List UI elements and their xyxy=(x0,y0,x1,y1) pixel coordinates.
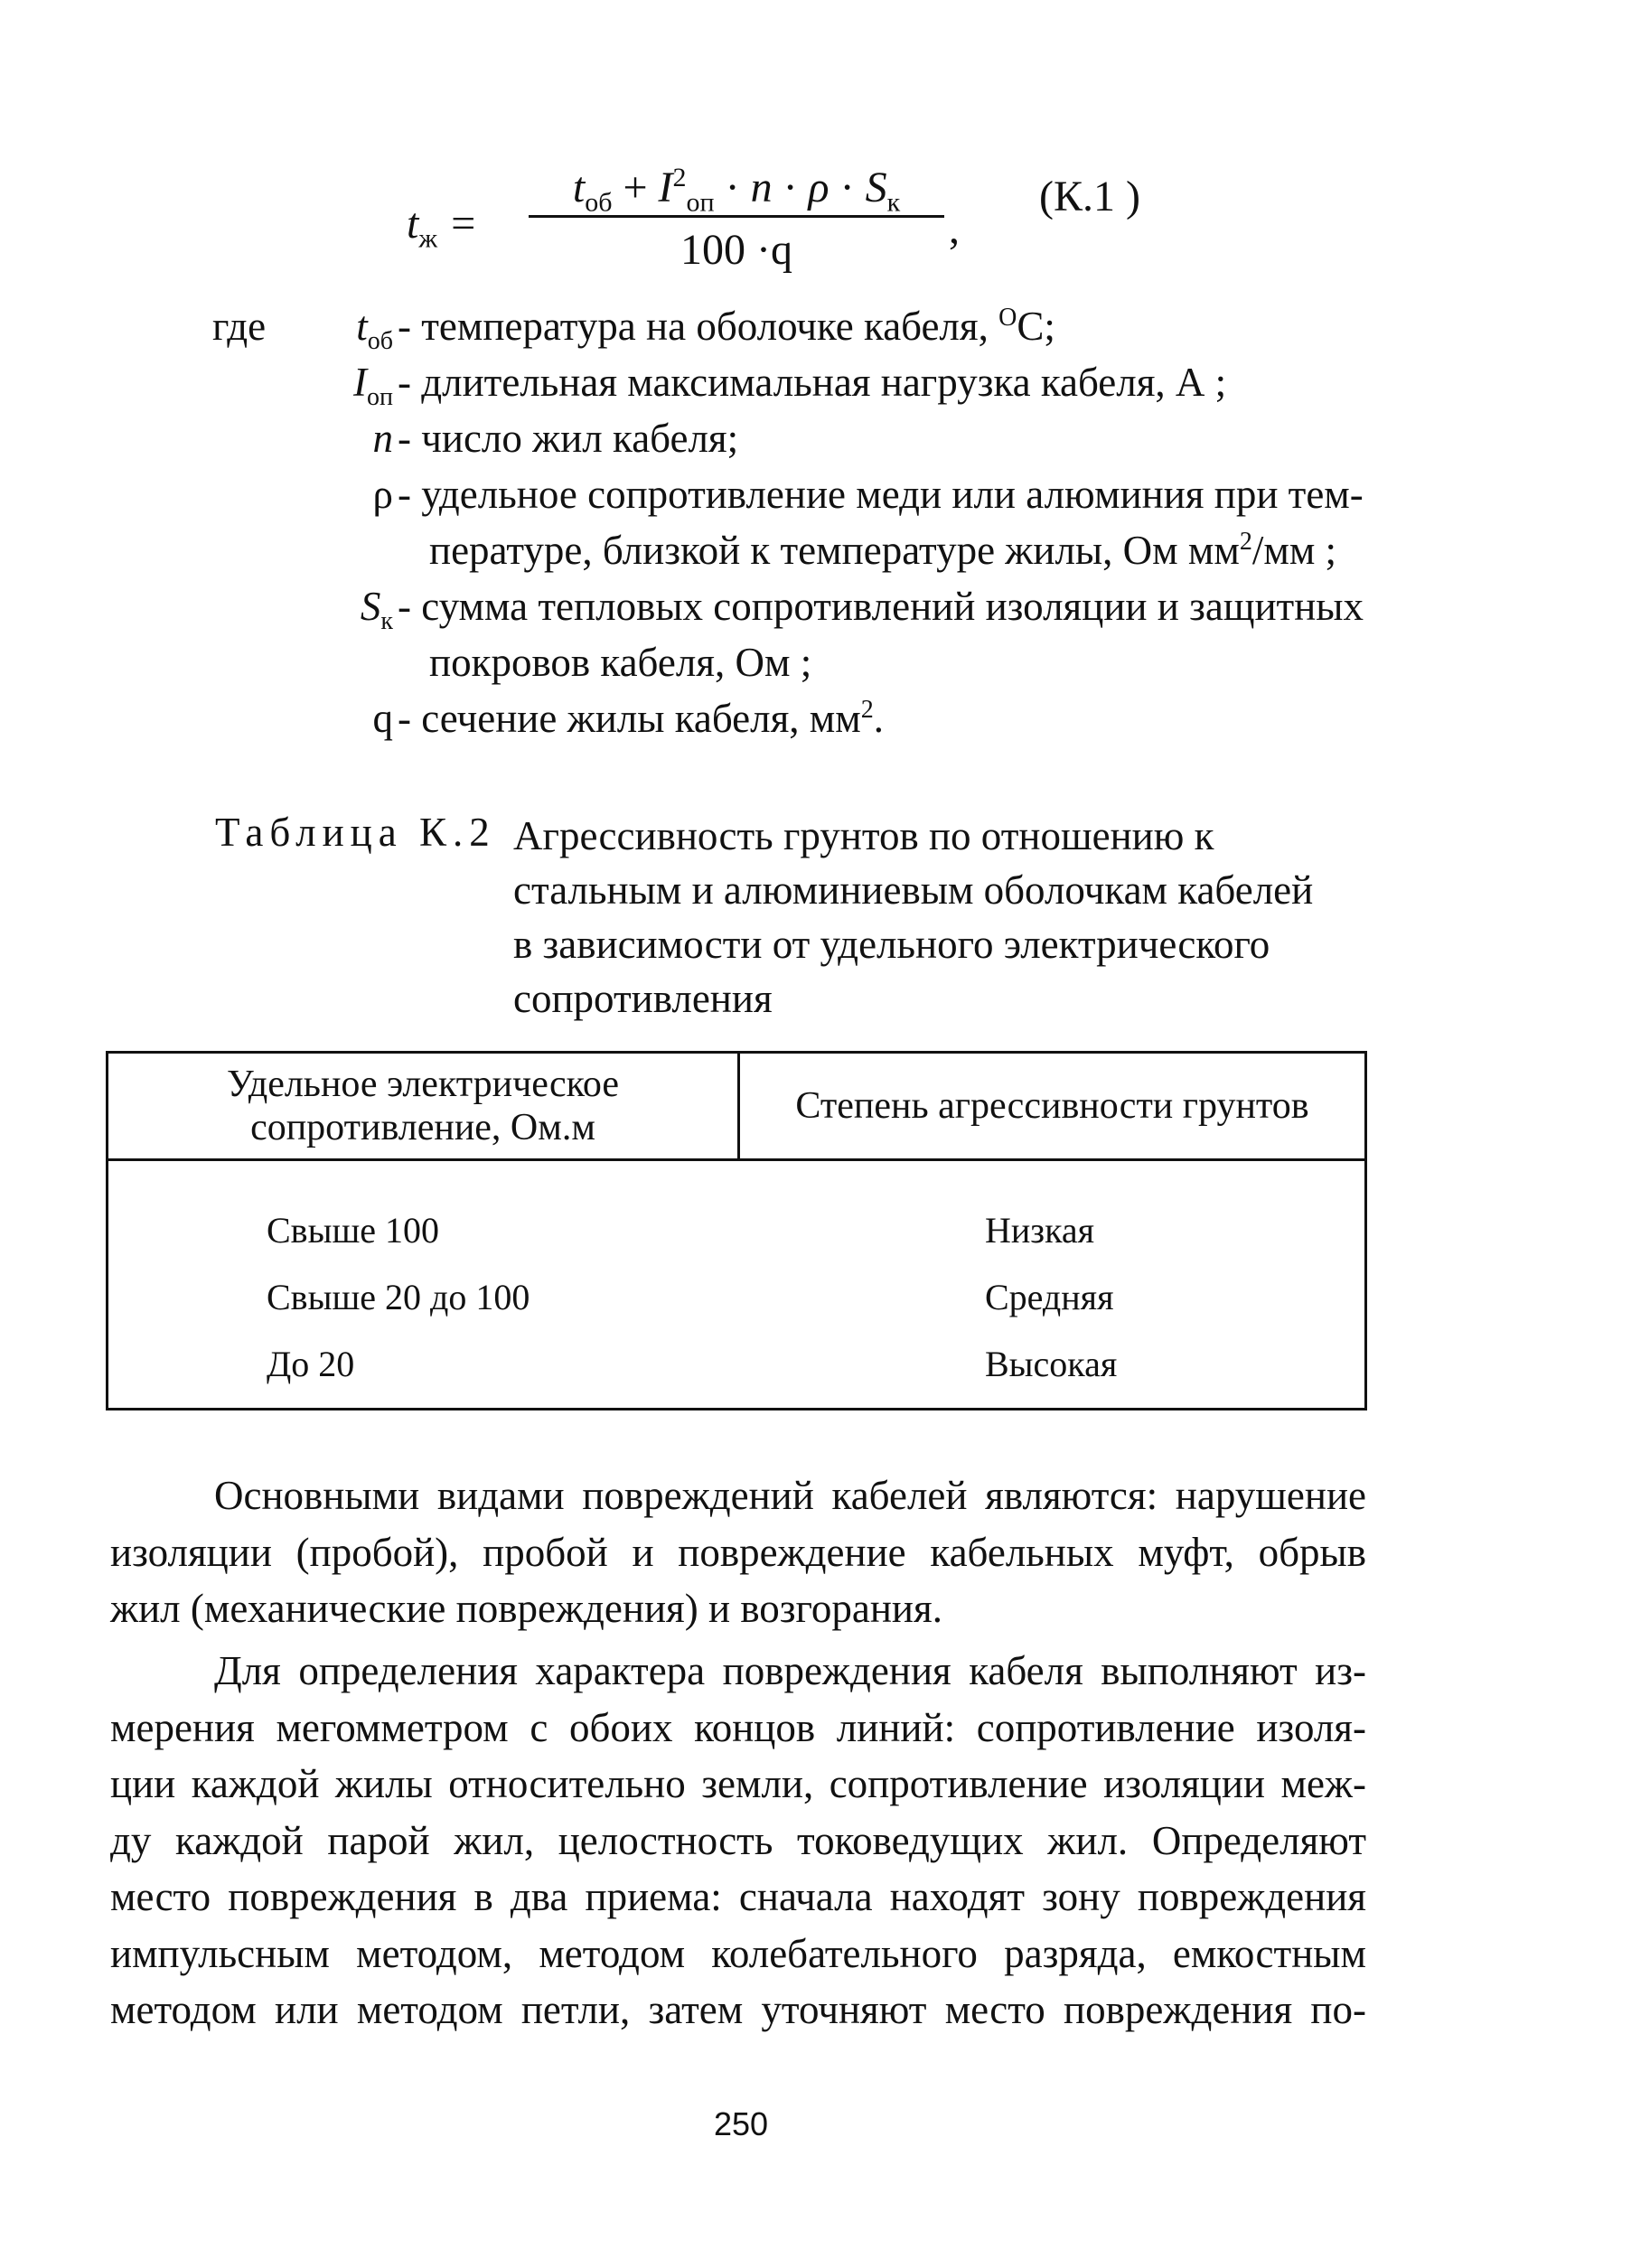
definition-symbol: ρ xyxy=(372,472,393,517)
definition-symbol: n xyxy=(372,416,393,461)
page-number: 250 xyxy=(713,2105,769,2142)
definition-text: - удельное сопротивление меди или алюминия при тем- xyxy=(398,472,1364,517)
table-row xyxy=(108,1343,1364,1410)
text-line: изоляции (пробой), пробой и повреждение кабельных муфт, обрыв xyxy=(110,1529,1366,1575)
definition-t-ob xyxy=(203,298,1432,354)
header-resistance: Удельное электрическое сопротивление, Ом.м xyxy=(108,1054,740,1158)
table-caption-label: Таблица К.2 xyxy=(215,810,496,855)
equation-number: (К.1 ) xyxy=(1039,173,1140,220)
text-line: ду каждой парой жил, целостность токоведущих жил. Определяют xyxy=(110,1817,1366,1863)
definition-rho xyxy=(203,466,1432,578)
soil-aggressiveness-table xyxy=(106,1051,1367,1410)
definition-symbol: q xyxy=(372,696,393,741)
caption-line: сопротивления xyxy=(513,976,773,1021)
table-header xyxy=(108,1054,1364,1161)
formula-lhs: $t_ж$ = xyxy=(407,200,478,254)
cell-degree: Средняя xyxy=(985,1277,1114,1317)
definition-n xyxy=(203,410,1432,466)
formula-comma: , xyxy=(949,205,960,253)
cell-resistance: Свыше 100 xyxy=(267,1210,439,1251)
formula-k1 xyxy=(407,145,1148,307)
cell-degree: Низкая xyxy=(985,1210,1095,1251)
caption-line: в зависимости от удельного электрического xyxy=(513,922,1270,967)
text-line: методом или методом петли, затем уточняют место повреждения по- xyxy=(110,1987,1366,2032)
formula-numerator: $t_{об} + I^2_{оп} \cdot n \cdot \rho \cdot S_к$ xyxy=(572,163,901,218)
text-line: жил (механические повреждения) и возгорания. xyxy=(110,1586,942,1631)
definition-continuation: пературе, близкой к температуре жилы, Ом $мм^2/мм$ ; xyxy=(429,528,1337,573)
definition-text: - число жил кабеля; xyxy=(398,416,739,461)
table-row xyxy=(108,1276,1364,1343)
variable-definitions xyxy=(203,298,1432,746)
definition-continuation: покровов кабеля, Ом ; xyxy=(429,640,812,685)
definition-i-op xyxy=(203,354,1432,410)
definition-s-k xyxy=(203,578,1432,690)
text-line: Для определения характера повреждения кабеля выполняют из- xyxy=(214,1648,1366,1693)
text-line: место повреждения в два приема: сначала находят зону повреждения xyxy=(110,1874,1366,1919)
text-line: импульсным методом, методом колебательного разряда, емкостным xyxy=(110,1930,1366,1976)
table-row xyxy=(108,1209,1364,1276)
cell-resistance: До 20 xyxy=(267,1344,355,1384)
definition-symbol: $S_к$ xyxy=(360,584,393,635)
paragraph-damage-detection xyxy=(110,1643,1366,2038)
text-line: ции каждой жилы относительно земли, сопротивление изоляции меж- xyxy=(110,1761,1366,1806)
definition-symbol: где $t_{об}$ xyxy=(212,304,393,355)
text-line: мерения мегомметром с обоих концов линий: сопротивление изоля- xyxy=(110,1704,1366,1750)
paragraph-damage-types xyxy=(110,1467,1366,1637)
cell-degree: Высокая xyxy=(985,1344,1118,1384)
header-aggressiveness: Степень агрессивности грунтов xyxy=(795,1085,1309,1127)
definition-symbol: $I_{оп}$ xyxy=(353,360,393,411)
cell-resistance: Свыше 20 до 100 xyxy=(267,1277,530,1317)
definition-text: - температура на оболочке кабеля, $^О$С; xyxy=(398,304,1055,349)
caption-line: Агрессивность грунтов по отношению к xyxy=(513,813,1214,858)
formula-fraction xyxy=(529,145,944,277)
caption-line: стальным и алюминиевым оболочкам кабелей xyxy=(513,867,1314,913)
definition-text: - сумма тепловых сопротивлений изоляции и защитных xyxy=(398,584,1364,629)
definition-text: - сечение жилы кабеля, $мм^2$. xyxy=(398,696,885,741)
table-caption xyxy=(513,809,1417,1026)
definition-text: - длительная максимальная нагрузка кабеля, А ; xyxy=(398,360,1227,405)
formula-denominator: 100 ·q xyxy=(680,226,792,274)
definition-q xyxy=(203,690,1432,746)
text-line: Основными видами повреждений кабелей являются: нарушение xyxy=(214,1473,1366,1518)
